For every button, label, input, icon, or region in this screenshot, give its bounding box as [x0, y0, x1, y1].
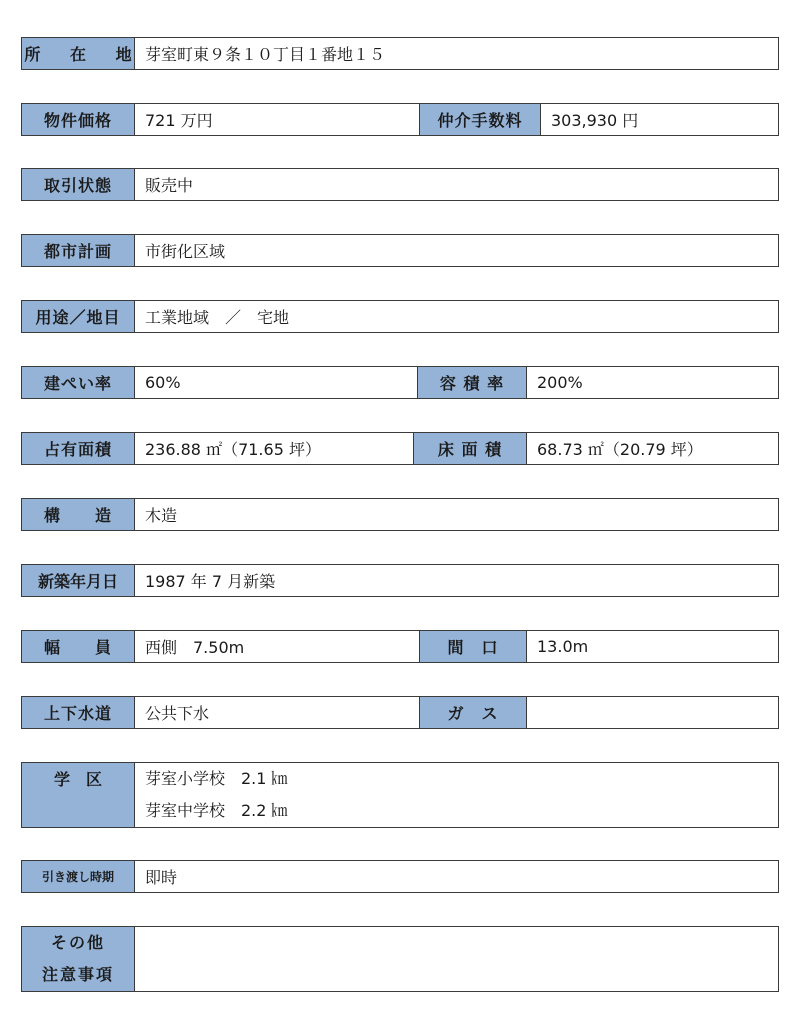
- handover-value: 即時: [145, 868, 178, 887]
- city-plan-label: 都市計画: [22, 235, 135, 266]
- coverage-label: 建ぺい率: [22, 367, 135, 398]
- water-row: [21, 696, 779, 729]
- notes-value: [135, 927, 778, 991]
- status-row: [21, 168, 779, 201]
- occupied-area-label: 占有面積: [22, 433, 135, 464]
- area-row: [21, 432, 779, 465]
- use-value: 工業地域 ／ 宅地: [145, 308, 290, 327]
- gas-value: [527, 697, 778, 728]
- location-label: 所 在 地: [22, 38, 135, 69]
- structure-row: [21, 498, 779, 531]
- road-width-value: 西側 7.50m: [145, 638, 245, 657]
- use-row: [21, 300, 779, 333]
- width-row: [21, 630, 779, 663]
- built-label: 新築年月日: [22, 565, 135, 596]
- structure-label: 構 造: [22, 499, 135, 530]
- junior-high-school: 芽室中学校 2.2 ㎞: [145, 801, 288, 820]
- city-plan-row: [21, 234, 779, 267]
- price-label: 物件価格: [22, 104, 135, 135]
- floor-area-ratio-label: 容 積 率: [417, 367, 527, 398]
- road-width-label: 幅 員: [22, 631, 135, 662]
- gas-label: ガ ス: [419, 697, 527, 728]
- handover-label: 引き渡し時期: [22, 861, 135, 892]
- structure-value: 木造: [145, 506, 178, 525]
- location-value: 芽室町東９条１０丁目１番地１５: [145, 45, 386, 64]
- price-row: [21, 103, 779, 136]
- elementary-school: 芽室小学校 2.1 ㎞: [145, 769, 288, 788]
- school-label: 学 区: [22, 763, 135, 827]
- price-value: 721 万円: [145, 111, 213, 130]
- floor-area-ratio-value: 200%: [537, 373, 583, 392]
- brokerage-fee-label: 仲介手数料: [419, 104, 541, 135]
- school-value: [135, 763, 778, 827]
- coverage-value: 60%: [145, 373, 181, 392]
- water-label: 上下水道: [22, 697, 135, 728]
- status-value: 販売中: [145, 176, 194, 195]
- handover-row: [21, 860, 779, 893]
- floor-area-label: 床 面 積: [413, 433, 527, 464]
- built-value: 1987 年 7 月新築: [145, 572, 276, 591]
- floor-area-value: 68.73 ㎡（20.79 坪）: [537, 440, 703, 459]
- coverage-row: [21, 366, 779, 399]
- notes-label: [22, 927, 135, 991]
- school-row: [21, 762, 779, 828]
- frontage-label: 間 口: [419, 631, 527, 662]
- brokerage-fee-value: 303,930 円: [551, 111, 639, 130]
- occupied-area-value: 236.88 ㎡（71.65 坪）: [145, 440, 321, 459]
- frontage-value: 13.0m: [537, 637, 589, 656]
- use-label: 用途／地目: [22, 301, 135, 332]
- notes-label-line2: 注意事項: [41, 965, 114, 984]
- notes-label-line1: その他: [50, 933, 105, 952]
- built-row: [21, 564, 779, 597]
- status-label: 取引状態: [22, 169, 135, 200]
- notes-row: [21, 926, 779, 992]
- city-plan-value: 市街化区域: [145, 242, 226, 261]
- location-row: [21, 37, 779, 70]
- water-value: 公共下水: [145, 704, 210, 723]
